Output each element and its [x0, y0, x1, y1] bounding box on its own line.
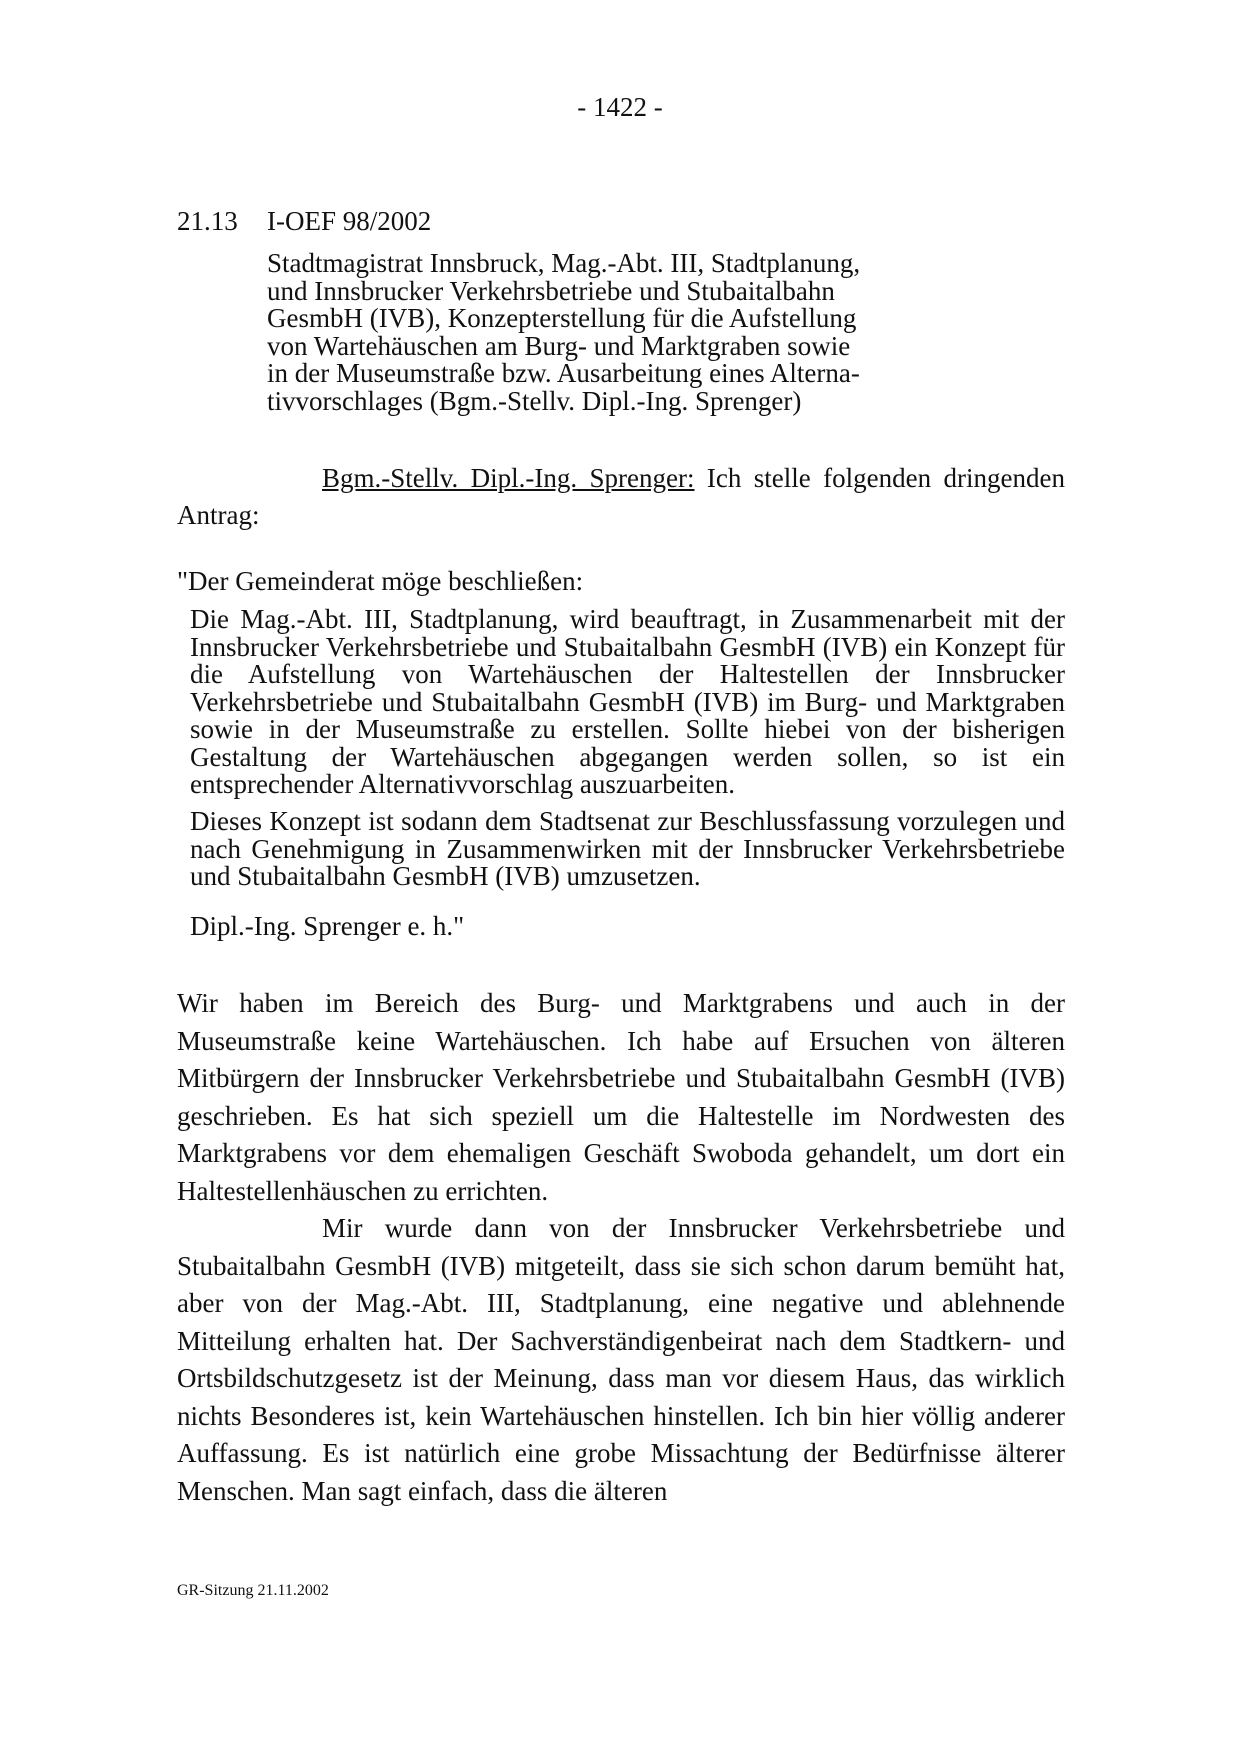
speaker-intro	[177, 460, 1065, 534]
subject-line: und Innsbrucker Verkehrsbetriebe und Stubaitalbahn	[267, 275, 835, 306]
agenda-item-number: 21.13	[177, 206, 238, 236]
agenda-item-reference: I-OEF 98/2002	[267, 206, 432, 236]
motion-paragraph: Die Mag.-Abt. III, Stadtplanung, wird beauftragt, in Zusammenarbeit mit der Innsbrucker Verkehrsbetriebe und Stubaitalbahn GesmbH (IVB) ein Konzept für die Aufstellung von Wartehäuschen der Haltestellen der Innsbrucker Verkehrsbetriebe und Stubaitalbahn GesmbH (IVB) im Burg- und Marktgraben sowie in der Museumstraße zu erstellen. Sollte hiebei von der bisherigen Gestaltung der Wartehäuschen abgegangen werden sollen, so ist ein entsprechender Alternativvorschlag auszuarbeiten.	[190, 604, 1065, 799]
motion-opening: "Der Gemeinderat möge beschließen:	[177, 566, 584, 596]
page-footer: GR-Sitzung 21.11.2002	[177, 1582, 329, 1599]
subject-line: Stadtmagistrat Innsbruck, Mag.-Abt. III, Stadtplanung,	[267, 248, 861, 278]
motion-signature: Dipl.-Ing. Sprenger e. h."	[190, 911, 465, 941]
subject-line: tivvorschlages (Bgm.-Stellv. Dipl.-Ing. Sprenger)	[267, 385, 802, 416]
agenda-item-header	[177, 206, 431, 237]
subject-line: von Wartehäuschen am Burg- und Marktgraben sowie	[267, 330, 851, 361]
motion-paragraph: Dieses Konzept ist sodann dem Stadtsenat zur Beschlussfassung vorzulegen und nach Genehmigung in Zusammenwirken mit der Innsbrucker Verkehrsbetriebe und Stubaitalbahn GesmbH (IVB) umzusetzen.	[190, 806, 1065, 891]
speech-body	[177, 985, 1065, 1510]
speaker-intro-text: Ich stelle folgenden dringenden Antrag:	[177, 463, 1065, 530]
page-number: - 1422 -	[577, 92, 663, 122]
body-paragraph: Wir haben im Bereich des Burg- und Marktgrabens und auch in der Museumstraße keine Wartehäuschen. Ich habe auf Ersuchen von älteren Mitbürgern der Innsbrucker Verkehrsbetriebe und Stubaitalbahn GesmbH (IVB) geschrieben. Es hat sich speziell um die Haltestelle im Nordwesten des Marktgrabens vor dem ehemaligen Geschäft Swoboda gehandelt, um dort ein Haltestellenhäuschen zu errichten.	[177, 988, 1065, 1206]
subject-line: in der Museumstraße bzw. Ausarbeitung eines Alterna-	[267, 358, 860, 388]
subject-line: GesmbH (IVB), Konzepterstellung für die Aufstellung	[267, 303, 857, 333]
speaker-name: Bgm.-Stellv. Dipl.-Ing. Sprenger:	[322, 463, 695, 493]
body-paragraph: Mir wurde dann von der Innsbrucker Verkehrsbetriebe und Stubaitalbahn GesmbH (IVB) mitgeteilt, dass sie sich schon darum bemüht hat, aber von der Mag.-Abt. III, Stadtplanung, eine negative und ablehnende Mitteilung erhalten hat. Der Sachverständigenbeirat nach dem Stadtkern- und Ortsbildschutzgesetz ist der Meinung, dass man vor diesem Haus, das wirklich nichts Besonderes ist, kein Wartehäuschen hinstellen. Ich bin hier völlig anderer Auffassung. Es ist natürlich eine grobe Missachtung der Bedürfnisse älterer Menschen. Man sagt einfach, dass die älteren	[177, 1213, 1065, 1506]
agenda-item-subject	[267, 250, 922, 415]
